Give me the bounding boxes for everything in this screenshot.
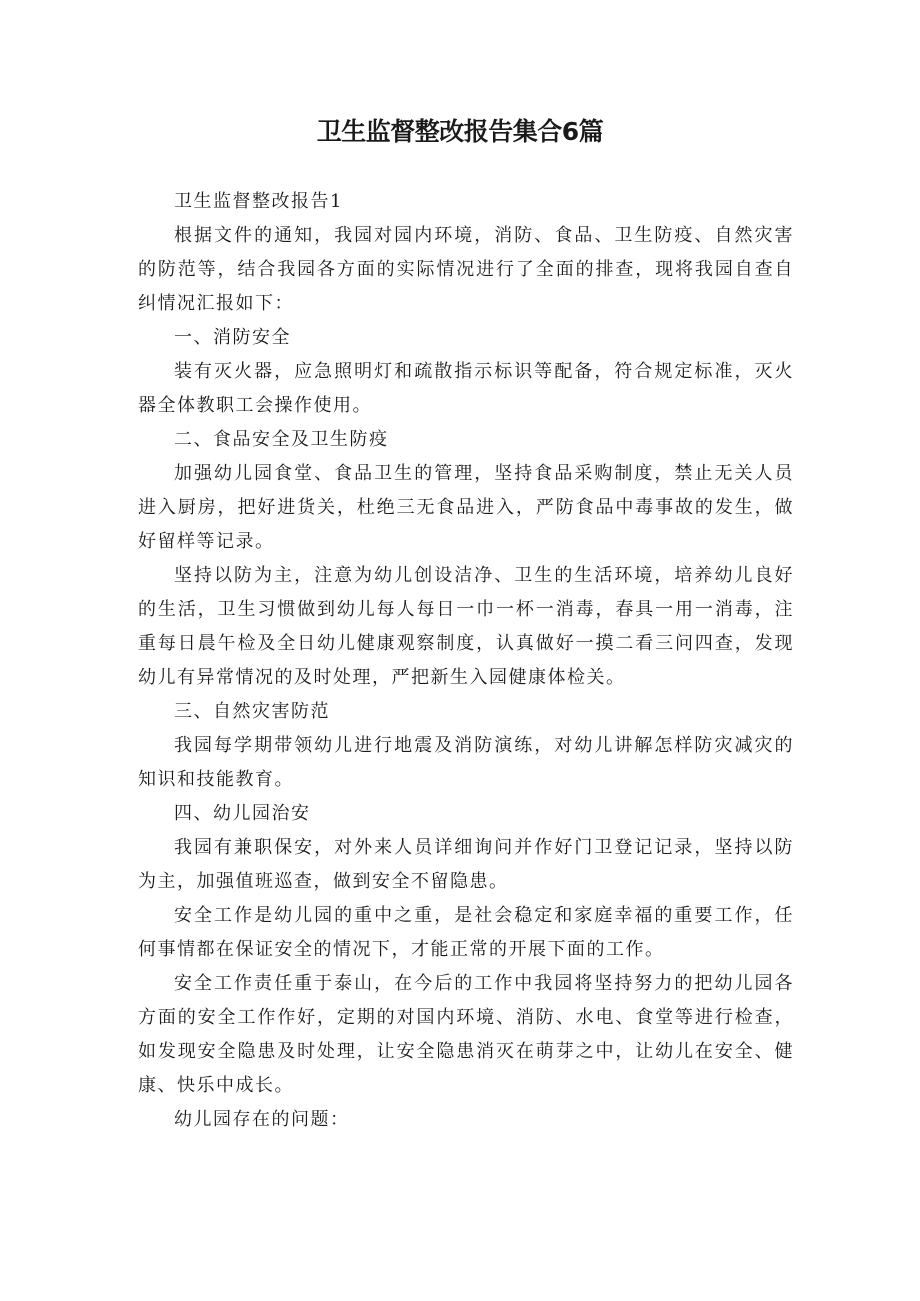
paragraph-safety-responsibility: 安全工作责任重于泰山，在今后的工作中我园将坚持努力的把幼儿园各方面的安全工作作好，定期的对国内环境、消防、水电、食堂等进行检查，如发现安全隐患及时处理，让安全隐患消灭在萌芽之中，让幼儿在安全、健康、快乐中成长。	[138, 973, 794, 1096]
intro-paragraph: 根据文件的通知，我园对园内环境，消防、食品、卫生防疫、自然灾害的防范等，结合我园各方面的实际情况进行了全面的排查，现将我园自查自纠情况汇报如下：	[138, 225, 794, 314]
paragraph-security-guard: 我园有兼职保安，对外来人员详细询问并作好门卫登记记录，坚持以防为主，加强值班巡查，做到安全不留隐患。	[138, 837, 794, 892]
paragraph-hygiene-prevention: 坚持以防为主，注意为幼儿创设洁净、卫生的生活环境，培养幼儿良好的生活，卫生习惯做到幼儿每人每日一巾一杯一消毒，春具一用一消毒，注重每日晨午检及全日幼儿健康观察制度，认真做好一摸二看三问四查，发现幼儿有异常情况的及时处理，严把新生入园健康体检关。	[138, 565, 794, 688]
section-heading-fire-safety: 一、消防安全	[174, 327, 291, 348]
document-title: 卫生监督整改报告集合6篇	[316, 117, 604, 146]
report-subtitle: 卫生监督整改报告1	[174, 191, 343, 212]
paragraph-food-management: 加强幼儿园食堂、食品卫生的管理，坚持食品采购制度，禁止无关人员进入厨房，把好进货关，杜绝三无食品进入，严防食品中毒事故的发生，做好留样等记录。	[138, 463, 794, 552]
paragraph-disaster-drills: 我园每学期带领幼儿进行地震及消防演练，对幼儿讲解怎样防灾减灾的知识和技能教育。	[138, 735, 794, 790]
document-body	[138, 185, 794, 1137]
section-heading-food-safety: 二、食品安全及卫生防疫	[174, 429, 389, 450]
paragraph-safety-priority: 安全工作是幼儿园的重中之重，是社会稳定和家庭幸福的重要工作，任何事情都在保证安全的情况下，才能正常的开展下面的工作。	[138, 905, 794, 960]
paragraph-fire-safety: 装有灭火器，应急照明灯和疏散指示标识等配备，符合规定标准，灭火器全体教职工会操作使用。	[138, 361, 794, 416]
paragraph-existing-problems: 幼儿园存在的问题：	[174, 1109, 350, 1130]
section-heading-security: 四、幼儿园治安	[174, 803, 311, 824]
section-heading-disaster-prevention: 三、自然灾害防范	[174, 701, 330, 722]
